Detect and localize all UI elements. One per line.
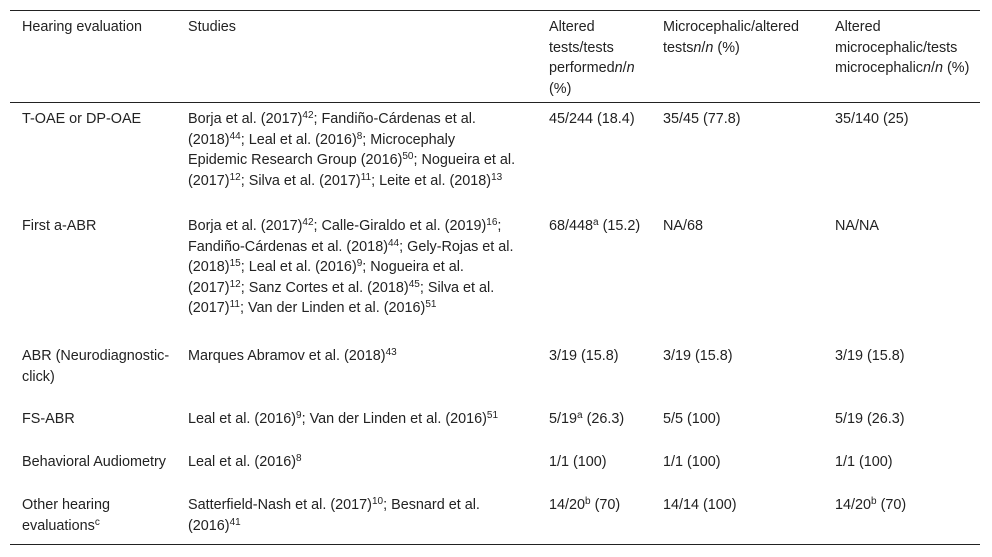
table-top-rule (10, 10, 980, 11)
row-altered-performed: 1/1 (100) (549, 454, 607, 470)
row-evaluation: Other hearing evaluations$^c$ (22, 497, 110, 534)
row-altered-microcephalic: 14/20$^b$ (70) (835, 496, 907, 513)
row-evaluation: First a-ABR (22, 218, 97, 234)
row-evaluation: ABR (Neurodiagnostic-click) (22, 348, 170, 385)
header-studies: Studies (188, 19, 236, 35)
row-studies: Borja et al. $(2017)^{42}$; Calle-Giraldo et al. $(2019)^{16}$; Fandiño-Cárdenas et al. $(2018)^{44}$; Gely-Rojas et al. $(2018)^{15}$; Leal et al. $(2016)^9$; Nogueira et al. $(2017)^{12}$; Sanz Cortes et al. $(2018)^{45}$; Silva et al. $(2017)^{11}$; Van der Linden et al. $(2016)^{51}$ (188, 217, 514, 316)
row-altered-microcephalic: 3/19 (15.8) (835, 348, 905, 364)
row-studies: Leal et al. $(2016)^8$ (188, 453, 302, 470)
row-microcephalic-altered: 3/19 (15.8) (663, 348, 733, 364)
row-studies: Leal et al. $(2016)^9$; Van der Linden et al. $(2016)^{51}$ (188, 410, 499, 427)
table-bottom-rule (10, 544, 980, 545)
row-altered-microcephalic: 1/1 (100) (835, 454, 893, 470)
row-altered-microcephalic: NA/NA (835, 218, 879, 234)
hearing-evaluation-table (10, 10, 980, 545)
row-altered-microcephalic: 5/19 (26.3) (835, 411, 905, 427)
header-bottom-rule (10, 102, 980, 103)
header-microcephalic-altered: Microcephalic/altered testsn/n (%) (663, 19, 799, 56)
row-evaluation: T-OAE or DP-OAE (22, 111, 142, 127)
row-altered-performed: 5/19$^a$ (26.3) (549, 410, 625, 427)
row-microcephalic-altered: 35/45 (77.8) (663, 111, 741, 127)
row-microcephalic-altered: 14/14 (100) (663, 497, 737, 513)
row-altered-performed: 14/20$^b$ (70) (549, 496, 621, 513)
row-studies: Satterfield-Nash et al. $(2017)^{10}$; Besnard et al. $(2016)^{41}$ (188, 496, 480, 534)
row-altered-performed: 45/244 (18.4) (549, 111, 635, 127)
header-altered-microcephalic: Altered microcephalic/tests microcephalicn/n (%) (835, 19, 970, 76)
row-microcephalic-altered: NA/68 (663, 218, 703, 234)
header-altered-tests-performed: Altered tests/tests performedn/n (%) (549, 19, 635, 97)
row-altered-performed: 68/448$^a$ (15.2) (549, 217, 641, 234)
row-studies: Marques Abramov et al. $(2018)^{43}$ (188, 347, 397, 364)
row-evaluation: Behavioral Audiometry (22, 454, 166, 470)
header-hearing-evaluation: Hearing evaluation (22, 19, 143, 35)
row-microcephalic-altered: 1/1 (100) (663, 454, 721, 470)
row-studies: Borja et al. $(2017)^{42}$; Fandiño-Cárdenas et al. $(2018)^{44}$; Leal et al. $(2016)^8$; Microcephaly Epidemic Research Group $(2016)^{50}$; Nogueira et al. $(2017)^{12}$; Silva et al. $(2017)^{11}$; Leite et al. $(2018)^{13}$ (188, 110, 516, 189)
row-microcephalic-altered: 5/5 (100) (663, 411, 721, 427)
row-altered-microcephalic: 35/140 (25) (835, 111, 909, 127)
row-evaluation: FS-ABR (22, 411, 75, 427)
row-altered-performed: 3/19 (15.8) (549, 348, 619, 364)
